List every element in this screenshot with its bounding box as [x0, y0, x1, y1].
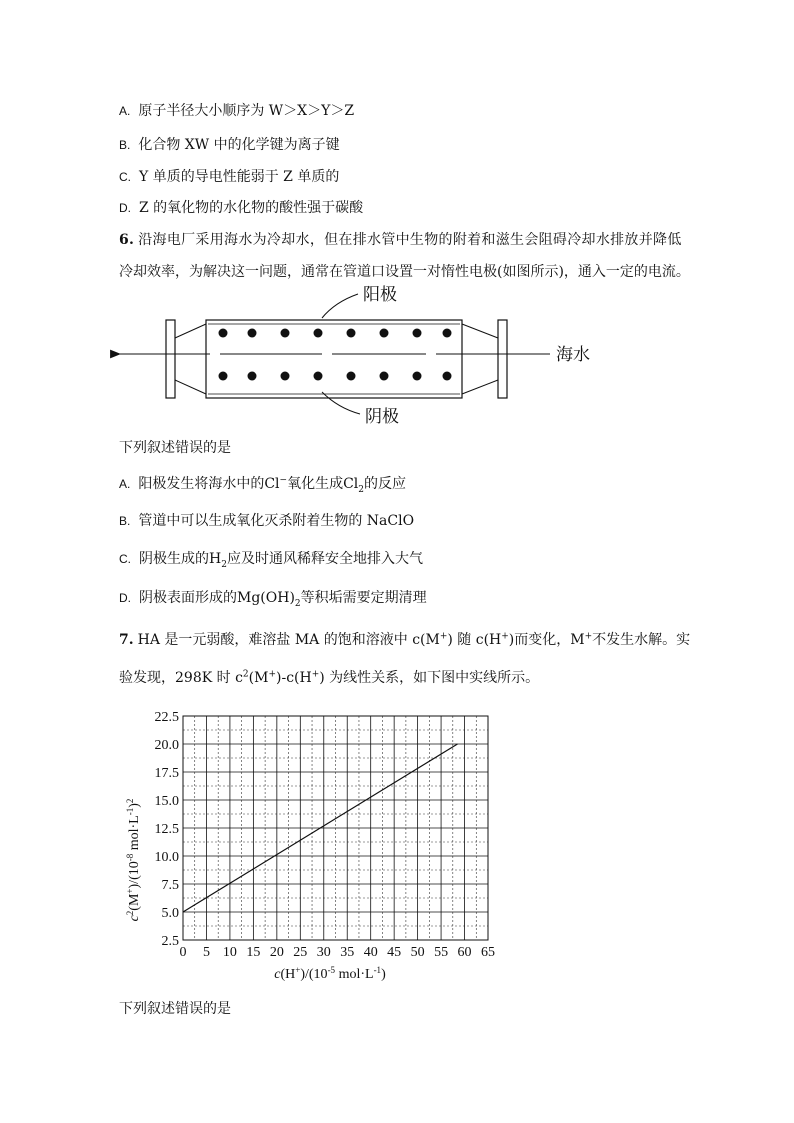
linear-relation-chart: [118, 700, 518, 990]
option-letter: C.: [119, 552, 131, 566]
superscript: +: [501, 631, 509, 642]
option-text: 化合物 XW 中的化学键为离子键: [138, 137, 340, 153]
seawater-label: 海水: [556, 345, 590, 364]
q5-option-c: [119, 166, 339, 186]
superscript: +: [439, 631, 448, 642]
stem-text: ) 随 c(H: [447, 632, 502, 648]
option-letter: D.: [119, 201, 131, 215]
q6-option-d: [119, 587, 427, 607]
option-letter: B.: [119, 514, 131, 528]
x-tick-label: 45: [387, 945, 402, 960]
superscript: +: [584, 631, 593, 642]
x-tick-label: 10: [222, 945, 237, 960]
option-text: 应及时通风稀释安全地排入大气: [226, 551, 423, 567]
x-tick-label: 50: [410, 945, 425, 960]
x-tick-label: 0: [179, 945, 187, 960]
stem-text: )而变化，: [508, 632, 571, 648]
subscript: 2: [294, 598, 301, 609]
option-text: 阳极发生将海水中的: [138, 476, 265, 492]
stem-text: (M: [248, 670, 269, 686]
x-tick-label: 55: [434, 945, 449, 960]
pipe: [206, 320, 462, 398]
x-tick-label: 30: [316, 945, 331, 960]
y-tick-label: 22.5: [154, 710, 179, 725]
option-text: 阴极表面形成的: [139, 590, 237, 606]
option-letter: D.: [119, 591, 131, 605]
y-tick-label: 17.5: [154, 766, 179, 781]
option-letter: A.: [119, 477, 131, 491]
option-text: Y 单质的导电性能弱于 Z 单质的: [139, 169, 340, 185]
stem-text: 不发生水解。实: [592, 632, 691, 648]
stem-text: 冷却效率，为解决这一问题，通常在管道口设置一对惰性电极(如图所示)，通入一定的电流。: [119, 264, 690, 280]
y-tick-label: 12.5: [154, 822, 179, 837]
question-number: 6.: [119, 232, 135, 248]
q5-option-b: [119, 134, 340, 154]
electrode-pipe-diagram: [110, 280, 630, 435]
option-text: 管道中可以生成氧化灭杀附着生物的 NaClO: [138, 513, 415, 529]
y-tick-label: 15.0: [154, 794, 179, 809]
q6-option-c: [119, 548, 423, 568]
q6-option-b: [119, 510, 414, 530]
ion-charge: −: [279, 475, 288, 486]
chloride-ion: Cl: [264, 476, 280, 492]
stem-text: )-c(H: [276, 670, 312, 686]
option-text: Z 的氧化物的水化物的酸性强于碳酸: [139, 200, 364, 216]
q5-option-d: [119, 197, 363, 217]
q6-option-a: [119, 473, 406, 493]
stem-text: 沿海电厂采用海水为冷却水，但在排水管中生物的附着和滋生会阻碍冷却水排放并降低: [138, 232, 682, 248]
x-tick-label: 40: [363, 945, 378, 960]
x-tick-label: 15: [246, 945, 261, 960]
left-flange: [166, 320, 175, 398]
stem-text: M: [570, 632, 585, 648]
q7-stem-line1: [119, 629, 690, 649]
stem-text: HA 是一元弱酸，难溶盐 MA 的饱和溶液中 c(M: [137, 632, 440, 648]
cathode-label: 阴极: [365, 407, 399, 426]
option-text: 原子半径大小顺序为 W＞X＞Y＞Z: [138, 103, 355, 119]
subscript: 2: [221, 559, 227, 570]
x-tick-label: 35: [340, 945, 355, 960]
y-tick-label: 5.0: [161, 906, 179, 921]
x-tick-label: 60: [457, 945, 472, 960]
anode-label: 阳极: [363, 285, 397, 304]
superscript: +: [268, 669, 276, 680]
y-tick-label: 10.0: [154, 850, 179, 865]
option-text: 阴极生成的: [139, 551, 209, 567]
x-axis-label: $c(H^+)/(10^{-5}$ $mol\cdot L^{-1}$): [274, 965, 386, 982]
superscript: 2: [242, 669, 249, 680]
stem-text: ) 为线性关系，如下图中实线所示。: [319, 670, 540, 686]
superscript: +: [311, 669, 320, 680]
option-letter: B.: [119, 138, 131, 152]
q5-option-a: [119, 100, 354, 120]
question-number: 7.: [119, 632, 134, 648]
x-tick-label: 5: [202, 945, 210, 960]
option-text: 氧化生成: [287, 476, 344, 492]
chlorine: Cl: [343, 476, 359, 492]
right-flange: [498, 320, 507, 398]
y-axis-label: $c^2(M^+)/(10^{-8}$ $mol\cdot L^{-1})^2$: [125, 798, 142, 922]
y-tick-labels: [155, 710, 180, 949]
x-tick-label: 65: [481, 945, 495, 960]
option-letter: C.: [119, 170, 131, 184]
x-tick-label: 20: [269, 945, 284, 960]
stem-text: 验发现，298K 时 c: [119, 670, 243, 686]
q6-prompt: 下列叙述错误的是: [119, 440, 231, 456]
subscript: 2: [358, 484, 365, 495]
hydrogen: H: [209, 551, 222, 567]
magnesium-hydroxide: Mg(OH): [237, 590, 295, 606]
x-tick-labels: [180, 945, 496, 960]
q7-prompt: 下列叙述错误的是: [119, 1001, 231, 1017]
option-text: 等积垢需要定期清理: [300, 590, 427, 606]
q6-stem-line1: [119, 229, 682, 249]
y-tick-label: 20.0: [154, 738, 179, 753]
y-tick-label: 2.5: [161, 934, 179, 949]
q7-stem-line2: [119, 667, 539, 687]
y-tick-label: 7.5: [161, 878, 179, 893]
q6-stem-line2: [119, 261, 690, 281]
option-letter: A.: [119, 104, 131, 118]
option-text: 的反应: [364, 476, 407, 492]
x-tick-label: 25: [293, 945, 308, 960]
